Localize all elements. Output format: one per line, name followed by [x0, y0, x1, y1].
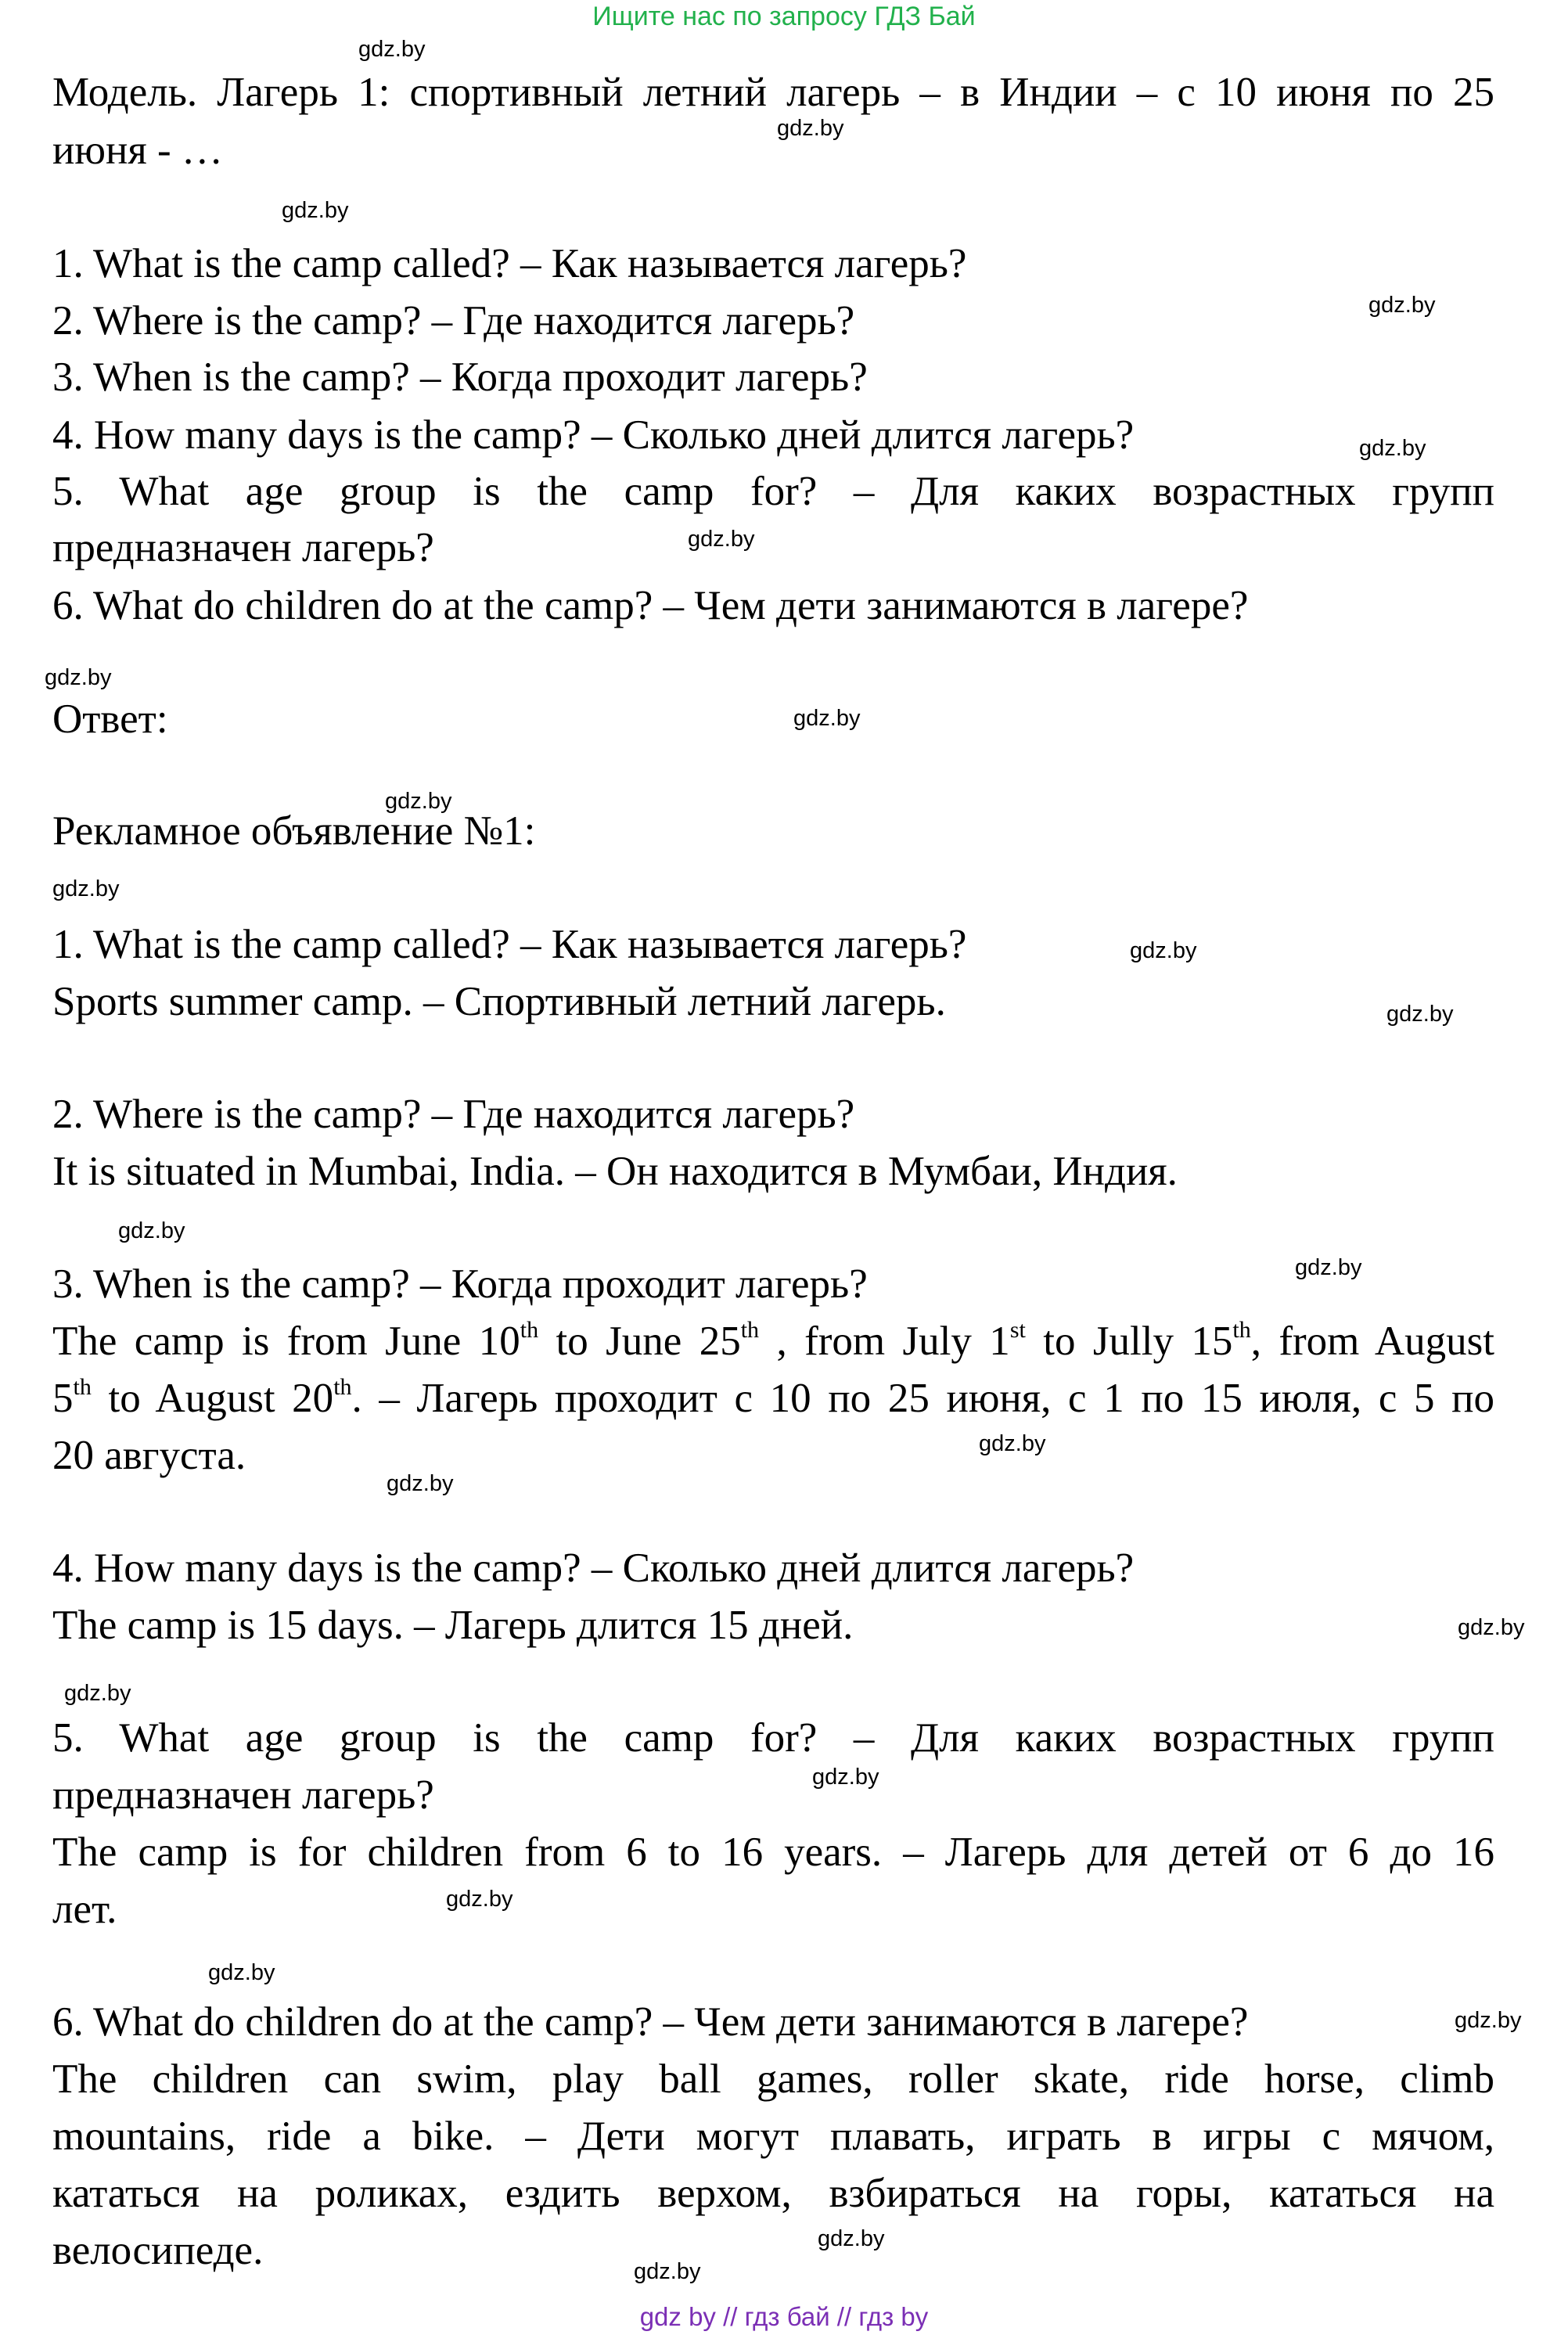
answer-3-line-3: 20 августа. [52, 1433, 246, 1478]
watermark: gdz.by [1455, 2008, 1522, 2033]
question-3: 3. When is the camp? – Когда проходит лагерь? [52, 354, 868, 400]
superscript: th [520, 1317, 539, 1343]
watermark: gdz.by [818, 2226, 885, 2251]
watermark: gdz.by [385, 789, 452, 814]
answer-4: The camp is 15 days. – Лагерь длится 15 дней. [52, 1603, 854, 1648]
superscript: th [73, 1374, 92, 1400]
question-5-cont: предназначен лагерь? [52, 525, 434, 570]
answer-5-line-2: лет. [52, 1887, 117, 1932]
watermark: gdz.by [1130, 938, 1197, 963]
watermark: gdz.by [688, 527, 755, 552]
watermark: gdz.by [777, 116, 844, 141]
watermark: gdz.by [1295, 1255, 1362, 1280]
answer-1: Sports summer camp. – Спортивный летний лагерь. [52, 979, 946, 1024]
answer-3-text: to August 20 [91, 1376, 334, 1421]
answer-3-line-2 [52, 1375, 1494, 1422]
ad-title: Рекламное объявление №1: [52, 808, 536, 854]
answer-6-line-3: кататься на роликах, ездить верхом, взбираться на горы, кататься на [52, 2171, 1494, 2216]
model-line-2: июня - … [52, 128, 223, 173]
answer-2: It is situated in Mumbai, India. – Он находится в Мумбаи, Индия. [52, 1149, 1178, 1194]
superscript: st [1009, 1317, 1026, 1343]
answer-6-line-1: The children can swim, play ball games, roller skate, ride horse, climb [52, 2056, 1494, 2102]
answer-3-text: 5 [52, 1376, 74, 1421]
superscript: th [740, 1317, 760, 1343]
answer-question-3: 3. When is the camp? – Когда проходит лагерь? [52, 1261, 868, 1307]
answer-question-2: 2. Where is the camp? – Где находится лагерь? [52, 1092, 855, 1137]
watermark: gdz.by [387, 1471, 454, 1496]
footer-links[interactable]: gdz by // гдз бай // гдз by [639, 2302, 929, 2331]
answer-5-line-1: The camp is for children from 6 to 16 years. – Лагерь для детей от 6 до 16 [52, 1830, 1494, 1875]
question-4: 4. How many days is the camp? – Сколько дней длится лагерь? [52, 412, 1135, 458]
model-line-1: Модель. Лагерь 1: спортивный летний лагерь – в Индии – с 10 июня по 25 [52, 70, 1494, 115]
watermark: gdz.by [208, 1960, 275, 1985]
question-2: 2. Where is the camp? – Где находится лагерь? [52, 298, 855, 344]
answer-3-text: to June 25 [538, 1319, 741, 1364]
question-6: 6. What do children do at the camp? – Чем дети занимаются в лагере? [52, 583, 1249, 628]
watermark: gdz.by [1386, 1002, 1454, 1027]
answer-6-line-4: велосипеде. [52, 2228, 264, 2273]
answer-question-5: 5. What age group is the camp for? – Для каких возрастных групп [52, 1715, 1494, 1761]
question-1: 1. What is the camp called? – Как называется лагерь? [52, 241, 967, 286]
superscript: th [1232, 1317, 1251, 1343]
answer-3-text: , from July 1 [759, 1319, 1010, 1364]
watermark: gdz.by [1359, 436, 1426, 461]
watermark: gdz.by [1368, 293, 1436, 318]
answer-question-6: 6. What do children do at the camp? – Чем дети занимаются в лагере? [52, 1999, 1249, 2045]
watermark: gdz.by [979, 1431, 1046, 1456]
watermark: gdz.by [634, 2259, 701, 2284]
watermark: gdz.by [812, 1765, 879, 1790]
watermark: gdz.by [282, 198, 349, 223]
watermark: gdz.by [446, 1887, 513, 1912]
watermark: gdz.by [358, 37, 426, 62]
watermark: gdz.by [64, 1681, 131, 1706]
answer-3-text: The camp is from June 10 [52, 1319, 520, 1364]
watermark: gdz.by [118, 1218, 185, 1243]
answer-label: Ответ: [52, 696, 168, 742]
watermark: gdz.by [52, 876, 120, 901]
search-banner[interactable]: Ищите нас по запросу ГДЗ Бай [592, 2, 976, 31]
answer-question-5-cont: предназначен лагерь? [52, 1772, 434, 1818]
watermark: gdz.by [793, 706, 861, 731]
answer-question-4: 4. How many days is the camp? – Сколько дней длится лагерь? [52, 1545, 1135, 1591]
answer-3-line-1 [52, 1318, 1494, 1365]
watermark: gdz.by [45, 665, 112, 690]
answer-question-1: 1. What is the camp called? – Как называется лагерь? [52, 922, 967, 967]
answer-6-line-2: mountains, ride a bike. – Дети могут плавать, играть в игры с мячом, [52, 2114, 1494, 2159]
answer-3-text: . – Лагерь проходит с 10 по 25 июня, с 1 по 15 июля, с 5 по [351, 1376, 1494, 1421]
superscript: th [333, 1374, 352, 1400]
answer-3-text: , from August [1250, 1319, 1494, 1364]
watermark: gdz.by [1458, 1615, 1525, 1640]
answer-3-text: to Jully 15 [1025, 1319, 1233, 1364]
question-5: 5. What age group is the camp for? – Для каких возрастных групп [52, 469, 1494, 514]
